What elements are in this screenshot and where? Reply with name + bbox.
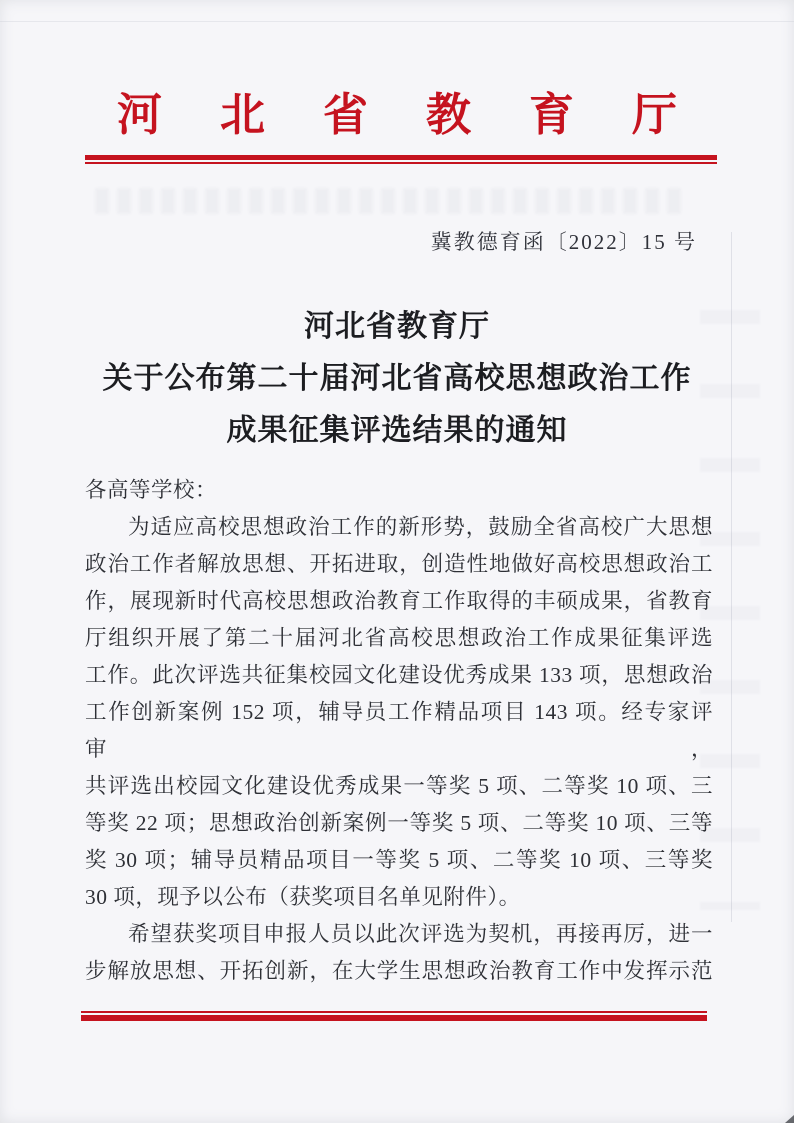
body-line: 作，展现新时代高校思想政治教育工作取得的丰硕成果，省教育 [85,589,713,613]
body-line: 等奖 22 项；思想政治创新案例一等奖 5 项、二等奖 10 项、三等 [85,811,713,835]
body-line: 为适应高校思想政治工作的新形势，鼓励全省高校广大思想 [128,515,713,539]
body-line: 步解放思想、开拓创新，在大学生思想政治教育工作中发挥示范 [85,959,713,983]
red-separator-bottom [81,1011,707,1021]
notice-title-line-2: 关于公布第二十届河北省高校思想政治工作 [102,362,692,395]
red-separator-top [85,155,717,164]
body-line: 工作。此次评选共征集校园文化建设优秀成果 133 项，思想政治 [85,663,713,687]
letterhead-agency-name: 河北省教育厅 [116,90,735,140]
body-line: 厅组织开展了第二十届河北省高校思想政治工作成果征集评选 [85,626,713,650]
document-reference-number: 冀教德育函〔2022〕15 号 [430,230,697,254]
red-rule-thick [81,1015,707,1021]
bleed-through-ghost-text [95,188,687,214]
body-text [85,472,713,990]
body-line: 30 项，现予以公布（获奖项目名单见附件）。 [85,885,521,909]
body-line: 共评选出校园文化建设优秀成果一等奖 5 项、二等奖 10 项、三 [85,774,713,798]
scan-artifact-corner [785,1115,794,1123]
notice-title [0,301,794,457]
notice-title-line-3: 成果征集评选结果的通知 [226,414,568,447]
body-line-salutation: 各高等学校： [85,478,218,502]
scan-artifact-line [0,21,794,22]
body-line: 奖 30 项；辅导员精品项目一等奖 5 项、二等奖 10 项、三等奖 [85,848,713,872]
body-line: 工作创新案例 152 项，辅导员工作精品项目 143 项。经专家评审， [85,700,713,761]
body-line: 政治工作者解放思想、开拓进取，创造性地做好高校思想政治工 [85,552,713,576]
red-rule-thin [85,162,717,164]
body-line: 希望获奖项目申报人员以此次评选为契机，再接再厉，进一 [128,922,713,946]
notice-title-line-1: 河北省教育厅 [304,310,490,343]
